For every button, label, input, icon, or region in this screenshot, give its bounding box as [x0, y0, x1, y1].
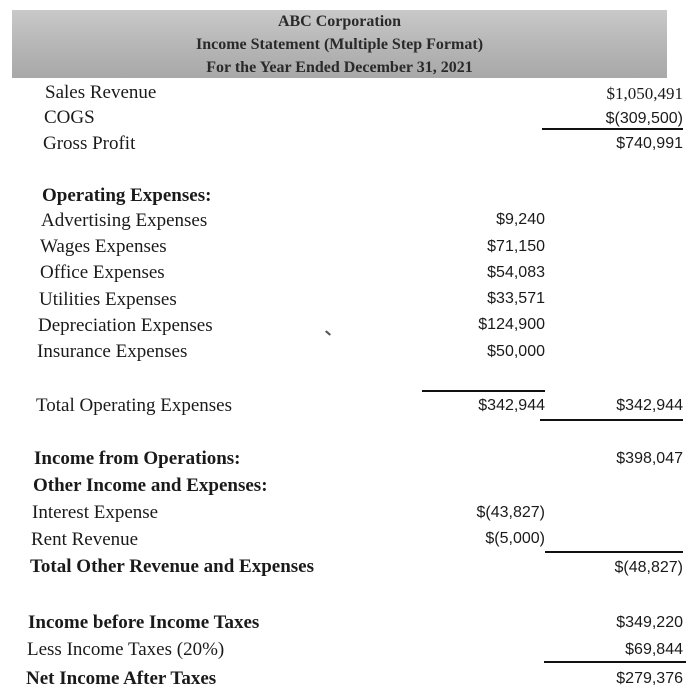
income-taxes-value: $69,844 [625, 641, 683, 658]
statement-period: For the Year Ended December 31, 2021 [206, 59, 473, 76]
utilities-value: $33,571 [487, 290, 545, 307]
operating-subtotal-rule [422, 390, 545, 392]
sales-revenue-label: Sales Revenue [45, 82, 157, 103]
income-before-taxes-value: $349,220 [616, 614, 683, 631]
total-operating-col1: $342,944 [478, 397, 545, 414]
other-income-underline [545, 551, 683, 553]
interest-expense-label: Interest Expense [32, 502, 159, 523]
insurance-label: Insurance Expenses [37, 341, 188, 362]
gross-profit-value: $740,991 [616, 135, 683, 152]
utilities-label: Utilities Expenses [39, 289, 177, 310]
interest-expense-value: $(43,827) [476, 504, 545, 521]
income-operations-label: Income from Operations: [34, 448, 241, 469]
gross-profit-label: Gross Profit [43, 133, 136, 154]
cogs-underline [542, 128, 683, 130]
insurance-value: $50,000 [487, 343, 545, 360]
office-value: $54,083 [487, 264, 545, 281]
total-other-value: $(48,827) [614, 559, 683, 576]
net-income-value: $279,376 [616, 670, 683, 687]
company-name: ABC Corporation [277, 13, 402, 30]
total-other-label: Total Other Revenue and Expenses [30, 556, 314, 577]
office-label: Office Expenses [40, 262, 165, 283]
depreciation-value: $124,900 [478, 316, 545, 333]
income-operations-value: $398,047 [616, 450, 683, 467]
statement-title: Income Statement (Multiple Step Format) [195, 36, 484, 53]
stray-mark [325, 330, 331, 335]
income-taxes-underline [544, 661, 686, 663]
wages-value: $71,150 [487, 238, 545, 255]
total-operating-underline [540, 419, 683, 421]
rent-revenue-value: $(5,000) [485, 530, 545, 547]
wages-label: Wages Expenses [40, 236, 167, 257]
income-taxes-label: Less Income Taxes (20%) [27, 639, 225, 660]
total-operating-col2: $342,944 [616, 397, 683, 414]
rent-revenue-label: Rent Revenue [31, 529, 139, 550]
income-before-taxes-label: Income before Income Taxes [28, 612, 260, 633]
advertising-label: Advertising Expenses [41, 210, 208, 231]
sales-revenue-value: $1,050,491 [606, 84, 683, 103]
total-operating-label: Total Operating Expenses [36, 395, 233, 416]
advertising-value: $9,240 [496, 211, 545, 228]
net-income-label: Net Income After Taxes [26, 668, 217, 689]
depreciation-label: Depreciation Expenses [38, 315, 213, 336]
cogs-label: COGS [44, 107, 95, 128]
cogs-value: $(309,500) [605, 110, 683, 127]
statement-header [12, 10, 667, 78]
other-income-heading: Other Income and Expenses: [33, 475, 268, 496]
operating-expenses-heading: Operating Expenses: [42, 185, 212, 206]
